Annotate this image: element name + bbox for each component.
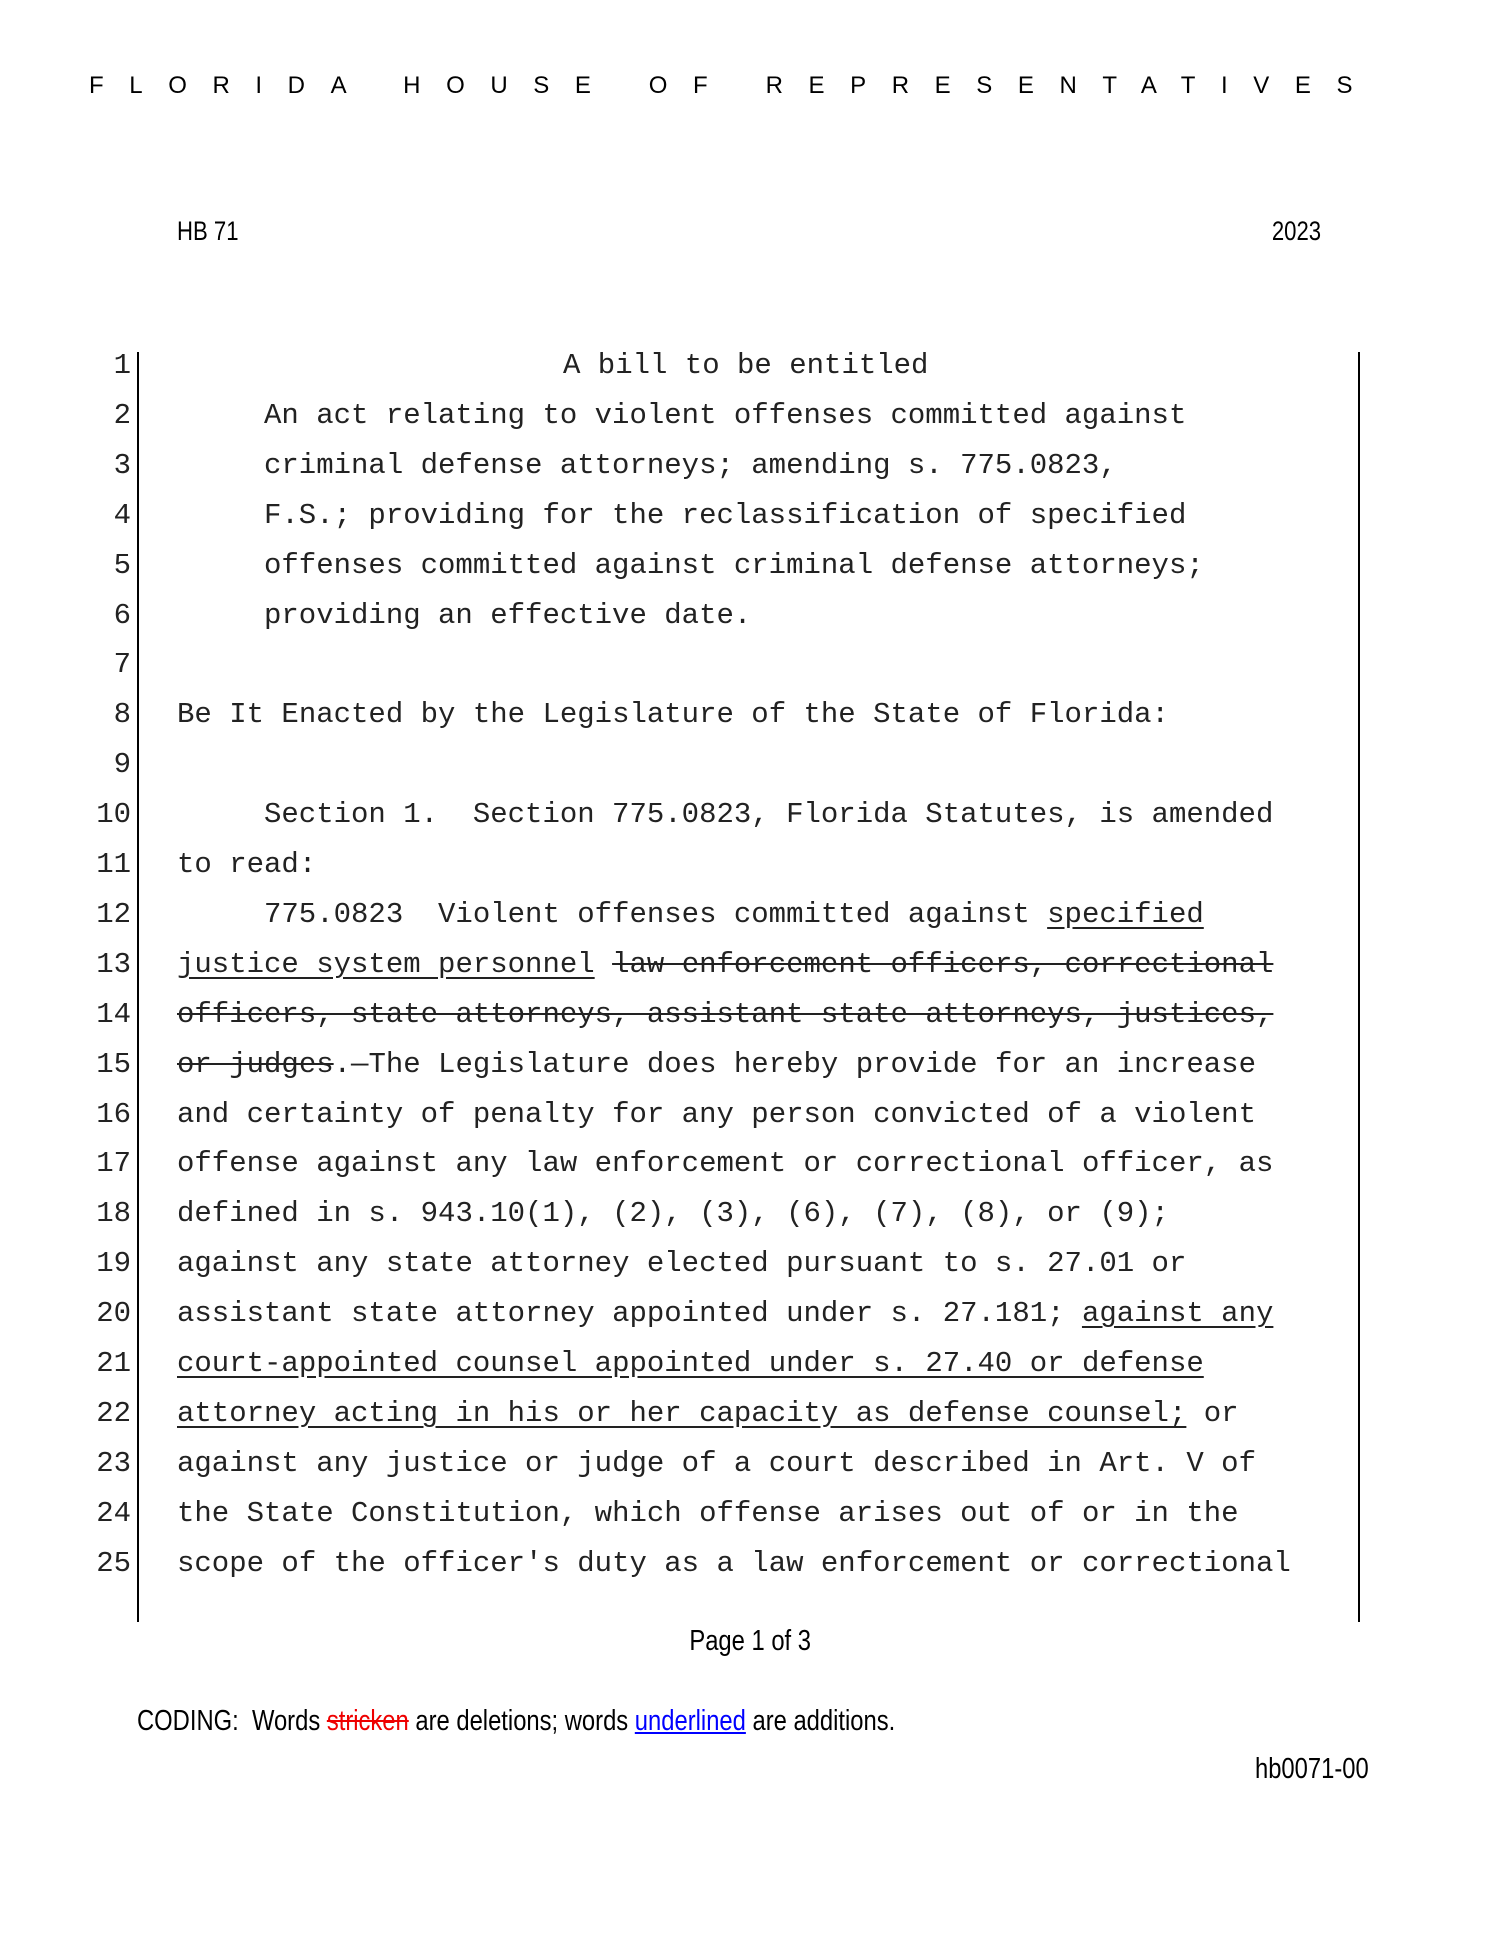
line-number: 13 [96, 947, 131, 981]
line-text [264, 549, 1204, 582]
line-text [264, 798, 1273, 831]
added-text: against any [1081, 1297, 1274, 1331]
page-number: Page 1 of 3 [689, 1625, 811, 1657]
line-text [177, 698, 1169, 731]
text-segment: and certainty of penalty for any person convicted of a violent [177, 1097, 1256, 1131]
text-segment: .—The Legislature does hereby provide for an increase [333, 1047, 1256, 1081]
line-number: 18 [96, 1197, 131, 1231]
line-number: 24 [96, 1496, 131, 1530]
text-segment: A bill to be entitled [563, 349, 929, 382]
text-segment: defined in s. 943.10(1), (2), (3), (6), (7), (8), or (9); [177, 1197, 1169, 1231]
line-number: 22 [96, 1396, 131, 1430]
line-number: 3 [113, 448, 131, 482]
line-number: 6 [113, 598, 131, 632]
line-text [264, 449, 1117, 482]
line-number: 25 [96, 1546, 131, 1580]
line-number: 16 [96, 1097, 131, 1131]
line-number: 1 [113, 349, 131, 382]
text-segment [595, 948, 612, 981]
line-number: 14 [96, 997, 131, 1031]
added-text: court-appointed counsel appointed under s. 27.40 or defense [177, 1347, 1204, 1380]
line-text [177, 1247, 1186, 1280]
deleted-text: or judges [177, 1047, 334, 1081]
text-segment: or [1186, 1396, 1239, 1430]
text-segment: offense against any law enforcement or correctional officer, as [177, 1147, 1274, 1181]
line-text [177, 948, 1273, 981]
text-segment: against any justice or judge of a court described in Art. V of [177, 1446, 1256, 1480]
deleted-text: officers, state attorneys, assistant state attorneys, justices, [177, 997, 1274, 1031]
text-segment: criminal defense attorneys; amending s. 775.0823, [264, 448, 1117, 482]
line-text [177, 1098, 1256, 1131]
line-number: 4 [113, 498, 131, 532]
text-segment: against any state attorney elected pursuant to s. 27.01 or [177, 1247, 1187, 1281]
line-text [177, 1347, 1204, 1380]
text-segment: Section 1. Section 775.0823, Florida Statutes, is amended [264, 798, 1274, 832]
line-text [264, 399, 1186, 432]
line-number: 2 [113, 398, 131, 432]
deleted-text: law enforcement officers, correctional [612, 947, 1274, 981]
line-number: 8 [113, 698, 131, 732]
chamber-header: FLORIDA HOUSE OF REPRESENTATIVES [89, 72, 1379, 99]
added-text: specified [1047, 897, 1204, 931]
line-number: 12 [96, 897, 131, 931]
line-number: 19 [96, 1247, 131, 1281]
line-text [264, 898, 1204, 931]
line-text [177, 1497, 1239, 1530]
coding-mid: are deletions; words [408, 1705, 635, 1737]
line-number: 23 [96, 1446, 131, 1480]
added-text: justice system personnel [177, 947, 595, 981]
line-text [177, 1397, 1239, 1430]
line-number: 5 [113, 548, 131, 582]
page-indicator [0, 1625, 1500, 1658]
bill-year: 2023 [1271, 216, 1321, 246]
line-number: 11 [96, 848, 131, 881]
line-number: 7 [113, 648, 131, 682]
text-segment: offenses committed against criminal defense attorneys; [264, 548, 1204, 582]
coding-stricken: stricken [326, 1705, 409, 1737]
left-margin-rule [137, 352, 139, 1622]
line-text [264, 499, 1186, 532]
text-segment: to read: [177, 848, 317, 881]
text-segment: 775.0823 Violent offenses committed against [264, 897, 1048, 931]
line-number: 21 [96, 1347, 131, 1380]
text-segment: F.S.; providing for the reclassification of specified [264, 498, 1187, 532]
text-segment: scope of the officer's duty as a law enforcement or correctional [177, 1546, 1291, 1580]
line-text [177, 1197, 1169, 1230]
line-text [264, 599, 751, 632]
right-margin-rule [1358, 352, 1360, 1622]
coding-underlined: underlined [634, 1705, 746, 1737]
coding-prefix: CODING: Words [137, 1705, 327, 1737]
line-text [177, 848, 316, 881]
document-code: hb0071-00 [1255, 1753, 1369, 1785]
line-text [177, 1297, 1273, 1330]
line-text [177, 1048, 1256, 1081]
line-number: 20 [96, 1297, 131, 1331]
coding-legend [137, 1705, 895, 1738]
line-number: 9 [113, 748, 131, 782]
line-text [177, 1147, 1273, 1180]
line-text [563, 349, 928, 382]
line-text [177, 1547, 1291, 1580]
line-number: 10 [96, 798, 131, 832]
text-segment: An act relating to violent offenses committed against [264, 398, 1187, 432]
line-number: 15 [96, 1047, 131, 1081]
line-text [177, 1447, 1256, 1480]
text-segment: providing an effective date. [264, 598, 752, 632]
bill-number: HB 71 [177, 216, 239, 246]
text-segment: assistant state attorney appointed under s. 27.181; [177, 1297, 1082, 1331]
line-number: 17 [96, 1147, 131, 1181]
line-text [177, 998, 1273, 1031]
text-segment: Be It Enacted by the Legislature of the State of Florida: [177, 698, 1169, 732]
coding-suffix: are additions. [745, 1705, 896, 1737]
added-text: attorney acting in his or her capacity as defense counsel; [177, 1396, 1187, 1430]
text-segment: the State Constitution, which offense arises out of or in the [177, 1496, 1239, 1530]
